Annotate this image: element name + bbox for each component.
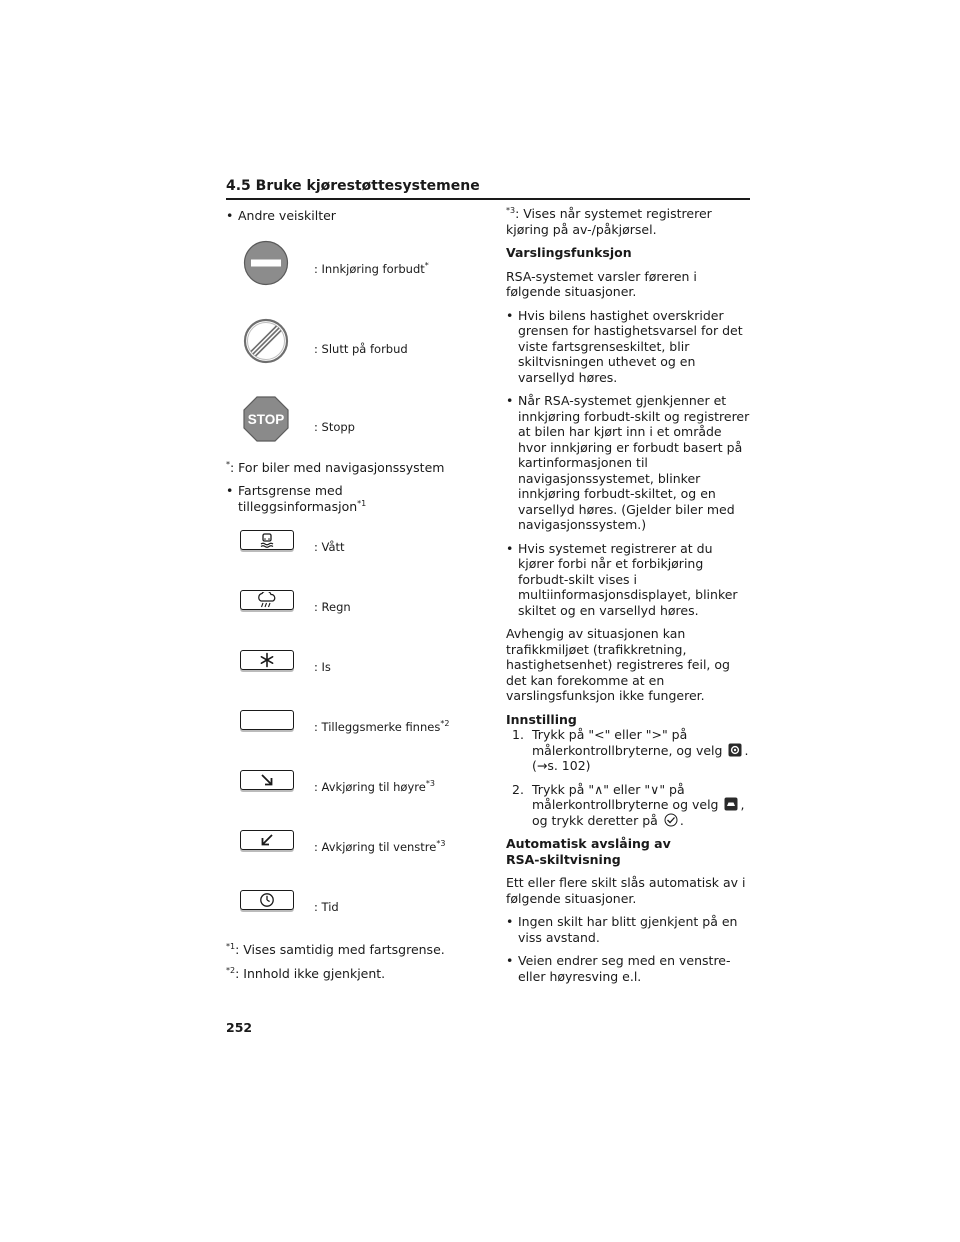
warning-note: Avhengig av situasjonen kan trafikkmiljøet (trafikkretning, hastighetsenhet) registreres feil, og det kan forekomme at en varslingsfunksjon ikke fungerer. <box>506 626 730 703</box>
footnote-star: *: For biler med navigasjonssystem <box>226 459 445 475</box>
rain-icon <box>240 590 294 610</box>
left-column <box>226 208 478 981</box>
section-title: 4.5 Bruke kjørestøttesystemene <box>226 178 480 194</box>
settings-step-1: 1. Trykk på "<" eller ">" på målerkontrollbryterne, og velg . (→s. 102) <box>512 727 749 773</box>
plate-row-wet <box>226 530 478 590</box>
footnote-2: $^{*2}$: Innhold ikke gjenkjent. <box>226 965 386 981</box>
sign-label: : Innkjøring forbudt* <box>314 260 429 276</box>
sign-label: : Slutt på forbud <box>314 341 408 356</box>
blank-plate-icon <box>240 710 294 730</box>
sign-label: : Stopp <box>314 419 355 434</box>
sign-row-stop <box>226 396 478 460</box>
plate-row-exit-left <box>226 830 478 890</box>
page-number: 252 <box>226 1020 253 1035</box>
right-column <box>506 206 750 984</box>
other-signs-bullet: • Andre veiskilter <box>226 208 478 224</box>
plate-row-rain <box>226 590 478 650</box>
arrow-down-left-icon <box>240 830 294 850</box>
auto-off-bullet-1: • Ingen skilt har blitt gjenkjent på en viss avstand. <box>506 914 750 945</box>
sign-row-end-restriction <box>226 318 478 396</box>
settings-step-2: 2. Trykk på "∧" eller "∨" på målerkontrollbryterne og velg , og trykk deretter på . <box>512 781 745 828</box>
plate-label: : Vått <box>314 540 345 554</box>
plate-label: : Avkjøring til høyre$^{*3}$ <box>314 779 435 794</box>
arrow-down-right-icon <box>240 770 294 790</box>
driver-assist-icon <box>724 797 738 811</box>
auto-off-bullet-2: • Veien endrer seg med en venstre- eller høyresving e.l. <box>506 953 750 984</box>
warning-bullet-2: • Når RSA-systemet gjenkjenner et innkjøring forbudt-skilt og registrerer at bilen har kjørt inn i et område hvor innkjøring er forbudt basert på kartinformasjonen til navigasjonssystemet, blinker innkjøring forbudt-skiltet, og en varsellyd høres. (Gjelder biler med navigasjonssystem.) <box>506 393 750 533</box>
footnote-1: $^{*1}$: Vises samtidig med fartsgrense. <box>226 941 445 957</box>
footnote-3: $^{*3}$: Vises når systemet registrerer kjøring på av-/påkjørsel. <box>506 205 712 237</box>
plate-label: : Avkjøring til venstre$^{*3}$ <box>314 839 446 854</box>
speed-limit-bullet: • Fartsgrense med tilleggsinformasjon$^{*1}$ <box>226 483 368 514</box>
plate-row-exit-right <box>226 770 478 830</box>
header-rule <box>226 198 750 200</box>
sign-row-no-entry <box>226 240 478 318</box>
ice-icon <box>240 650 294 670</box>
end-of-restriction-sign-icon <box>243 318 289 364</box>
plate-label: : Tid <box>314 900 339 914</box>
warning-bullet-3: • Hvis systemet registrerer at du kjører forbi når et forbikjøring forbudt-skilt vises i multiinformasjonsdisplayet, blinker skiltet og en varsellyd høres. <box>506 541 750 619</box>
settings-gear-icon <box>728 743 742 757</box>
plate-label: : Is <box>314 660 331 674</box>
enter-button-icon <box>664 813 678 827</box>
settings-heading: Innstilling <box>506 711 577 727</box>
clock-icon <box>240 890 294 910</box>
svg-text:STOP: STOP <box>247 411 285 427</box>
plate-row-blank <box>226 710 478 770</box>
auto-off-heading: Automatisk avslåing av RSA-skiltvisning <box>506 836 671 867</box>
plate-label: : Tilleggsmerke finnes$^{*2}$ <box>314 719 450 734</box>
plate-row-ice <box>226 650 478 710</box>
warning-heading: Varslingsfunksjon <box>506 245 632 260</box>
stop-sign-icon <box>243 396 289 442</box>
no-entry-sign-icon <box>243 240 289 286</box>
wet-road-icon <box>240 530 294 550</box>
auto-off-intro: Ett eller flere skilt slås automatisk av i følgende situasjoner. <box>506 875 746 906</box>
plate-label: : Regn <box>314 600 351 614</box>
warning-intro: RSA-systemet varsler føreren i følgende situasjoner. <box>506 268 697 299</box>
warning-bullet-1: • Hvis bilens hastighet overskrider grensen for hastighetsvarsel for det viste fartsgrenseskiltet, blir skiltvisningen uthevet og en varsellyd høres. <box>506 308 750 386</box>
plate-row-time <box>226 890 478 950</box>
